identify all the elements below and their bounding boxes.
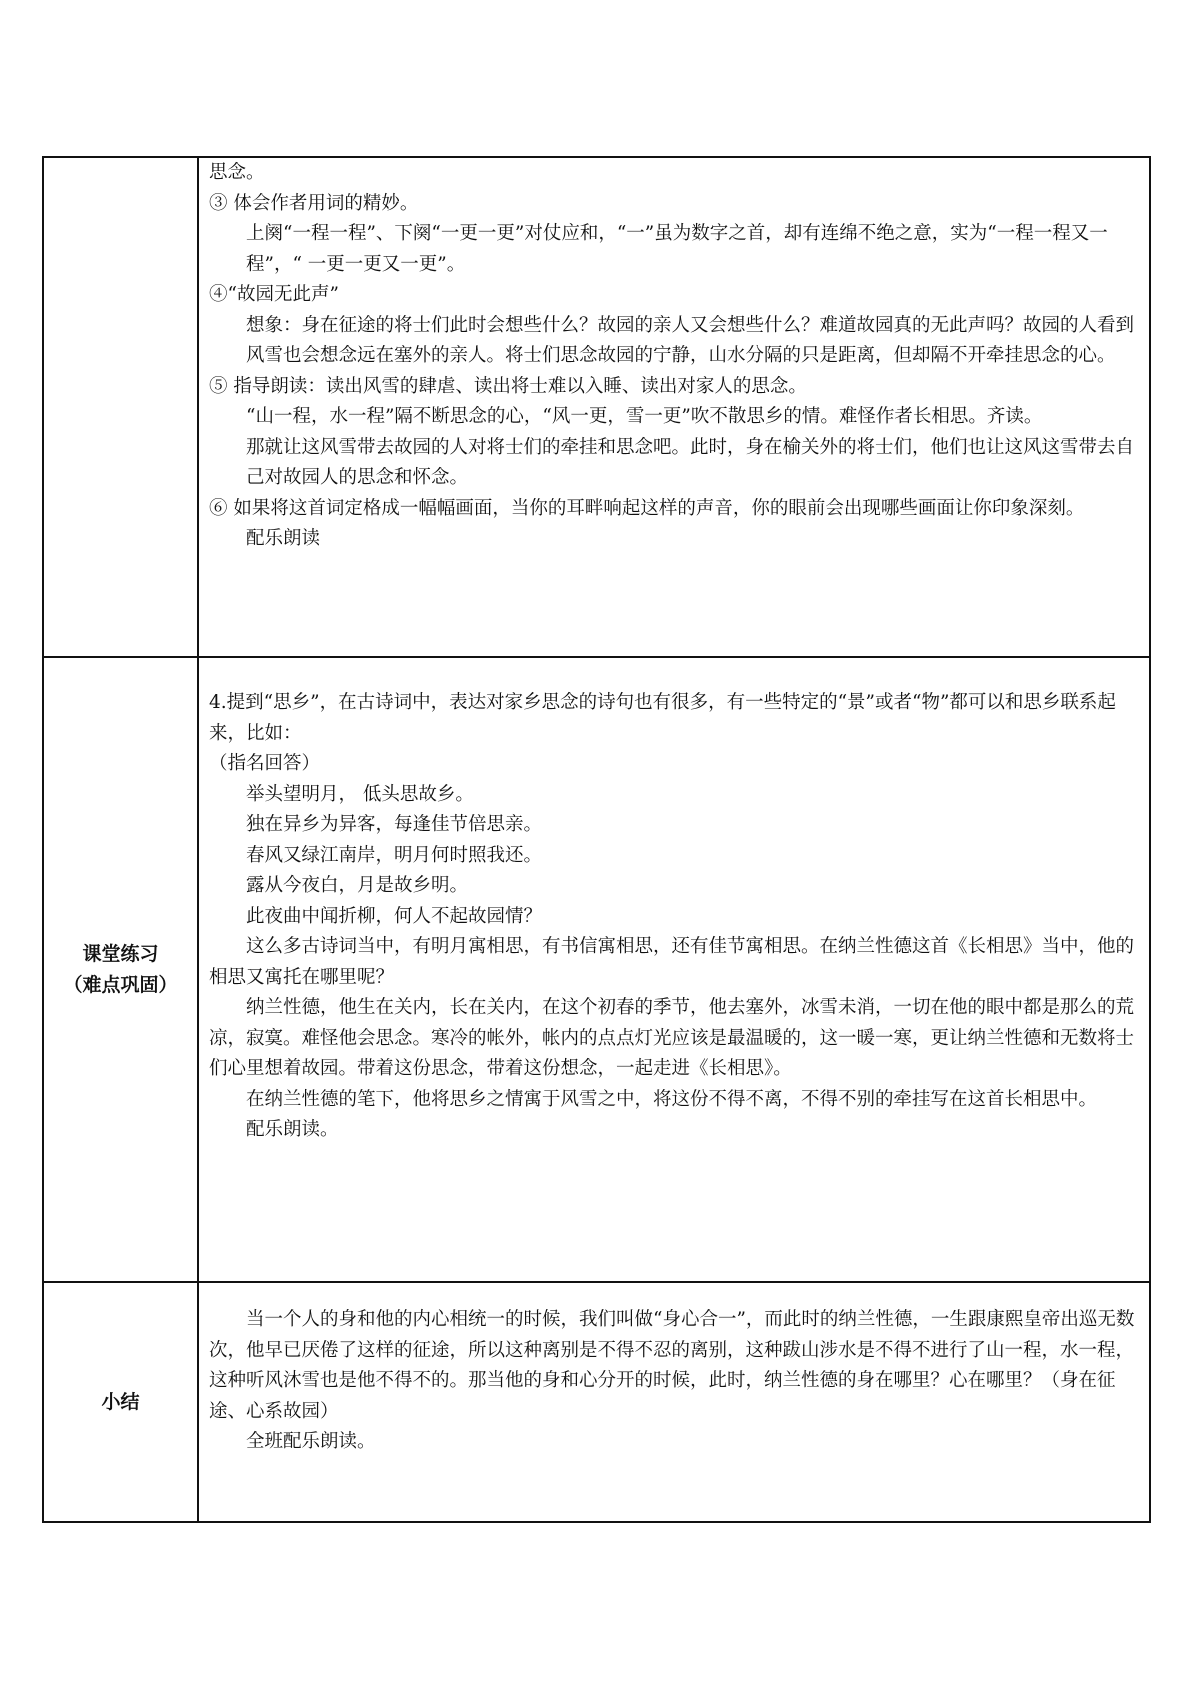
poem-line: 露从今夜白，月是故乡明。	[246, 875, 469, 896]
paragraph: （指名回答）	[209, 753, 321, 774]
paragraph: 全班配乐朗读。	[246, 1431, 376, 1452]
paragraph: 4.提到“思乡”，在古诗词中，表达对家乡思念的诗句也有很多，有一些特定的“景”或者“物”都可以和思乡联系起来，比如：	[209, 692, 1116, 744]
continued-content	[198, 157, 1150, 657]
poem-line: 独在异乡为异客，每逢佳节倍思亲。	[246, 814, 543, 835]
paragraph: 想象：身在征途的将士们此时会想些什么？故园的亲人又会想些什么？难道故园真的无此声吗？故园的人看到风雪也会想念远在塞外的亲人。将士们思念故园的宁静，山水分隔的只是距离，但却隔不开牵挂思念的心。	[246, 314, 1135, 366]
paragraph: ⑤ 指导朗读：读出风雪的肆虐、读出将士难以入睡、读出对家人的思念。	[209, 375, 807, 397]
row-label-practice	[43, 657, 198, 1282]
poem-line: 春风又绿江南岸，明月何时照我还。	[246, 844, 543, 866]
practice-label-line1: 课堂练习	[82, 942, 159, 965]
paragraph: “山一程，水一程”隔不断思念的心，“风一更，雪一更”吹不散思乡的情。难怪作者长相思。齐读。	[246, 406, 1043, 427]
row-label-summary: 小结	[43, 1282, 198, 1522]
table-row-practice	[43, 657, 1150, 1282]
row-label-empty	[43, 157, 198, 657]
lesson-plan-table	[42, 156, 1151, 1523]
paragraph: 思念。	[209, 162, 265, 183]
paragraph: 上阕“一程一程”、下阕“一更一更”对仗应和，“一”虽为数字之首，却有连绵不绝之意，实为“一程一程又一程”，“ 一更一更又一更”。	[246, 223, 1108, 275]
paragraph: 配乐朗读	[246, 528, 321, 549]
table-row-summary	[43, 1282, 1150, 1522]
summary-content	[198, 1282, 1150, 1522]
paragraph: ③ 体会作者用词的精妙。	[209, 192, 419, 214]
paragraph: 纳兰性德，他生在关内，长在关内，在这个初春的季节，他去塞外，冰雪未消，一切在他的眼中都是那么的荒凉，寂寞。难怪他会思念。寒冷的帐外，帐内的点点灯光应该是最温暖的，这一暖一寒，更让纳兰性德和无数将士们心里想着故园。带着这份思念，带着这份想念，一起走进《长相思》。	[209, 997, 1135, 1079]
poem-line: 此夜曲中闻折柳，何人不起故园情？	[246, 905, 543, 927]
paragraph: 这么多古诗词当中，有明月寓相思，有书信寓相思，还有佳节寓相思。在纳兰性德这首《长相思》当中，他的相思又寓托在哪里呢？	[209, 936, 1135, 988]
paragraph: 在纳兰性德的笔下，他将思乡之情寓于风雪之中，将这份不得不离，不得不别的牵挂写在这首长相思中。	[246, 1088, 1098, 1110]
paragraph: ④“故园无此声”	[209, 284, 339, 305]
paragraph: 当一个人的身和他的内心相统一的时候，我们叫做“身心合一”，而此时的纳兰性德，一生跟康熙皇帝出巡无数次，他早已厌倦了这样的征途，所以这种离别是不得不忍的离别，这种跋山涉水是不得不进行了山一程，水一程，这种听风沐雪也是他不得不的。那当他的身和心分开的时候，此时，纳兰性德的身在哪里？心在哪里？（身在征途、心系故园）	[209, 1309, 1135, 1422]
paragraph: 配乐朗读。	[246, 1119, 339, 1140]
paragraph: 那就让这风雪带去故园的人对将士们的牵挂和思念吧。此时，身在榆关外的将士们，他们也让这风这雪带去自己对故园人的思念和怀念。	[246, 436, 1135, 488]
poem-line: 举头望明月， 低头思故乡。	[246, 783, 474, 805]
practice-label-line2: （难点巩固）	[63, 973, 178, 996]
table-row-continued	[43, 157, 1150, 657]
paragraph: ⑥ 如果将这首词定格成一幅幅画面，当你的耳畔响起这样的声音，你的眼前会出现哪些画面让你印象深刻。	[209, 497, 1085, 519]
practice-content	[198, 657, 1150, 1282]
